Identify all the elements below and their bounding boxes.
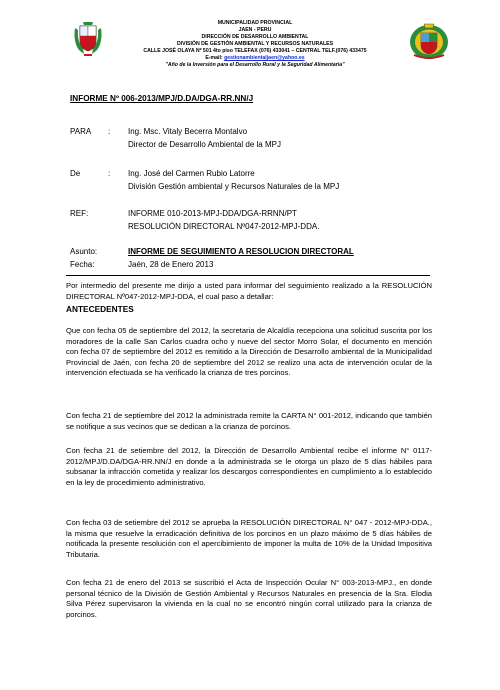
- org-address: CALLE JOSÉ OLAYA Nº 501 4to piso TELEFAX (076) 433041 – CENTRAL TELF.(076) 433475: [143, 48, 367, 54]
- de-field: [70, 168, 430, 192]
- de-colon: :: [108, 169, 111, 178]
- paragraph-5: Con fecha 21 de enero del 2013 se suscribió el Acta de Inspección Ocular N° 003-2013-MPJ., en donde personal técnico de la División de Gestión Ambiental y Recursos Naturales en presencia de la Sra. Elodia Silva Pérez supervisaron la vivienda en la cual no se encontró ningún corral utilizado para la crianza de porcinos.: [66, 578, 432, 619]
- para-recipient-name: Ing. Msc. Vitaly Becerra Montalvo: [128, 127, 248, 136]
- fecha-value: Jaén, 28 de Enero 2013: [128, 260, 214, 269]
- de-sender-title: División Gestión ambiental y Recursos Naturales de la MPJ: [128, 182, 340, 191]
- org-name: MUNICIPALIDAD PROVINCIAL: [217, 20, 293, 26]
- jaen-municipal-seal-icon: [408, 21, 450, 61]
- para-label: PARA: [70, 127, 92, 136]
- paragraph-4: Con fecha 03 de setiembre del 2012 se aprueba la RESOLUCIÓN DIRECTORAL N° 047 - 2012-MPJ-DDA., la misma que resuelve la erradicación definitiva de los porcinos en un plazo máximo de 5 días hábiles de notificada la presente resolución con el apercibimiento de imponer la multa de 10% de la Unidad Impositiva Tributaria.: [66, 518, 432, 559]
- para-colon: :: [108, 127, 111, 136]
- section-title-antecedentes: ANTECEDENTES: [66, 304, 134, 314]
- ref-field: [70, 208, 430, 232]
- peru-coat-of-arms-icon: [71, 20, 105, 58]
- para-field: [70, 126, 430, 150]
- fecha-label: Fecha:: [70, 260, 95, 269]
- ref-line-2: RESOLUCIÓN DIRECTORAL Nº047-2012-MPJ-DDA.: [128, 222, 320, 231]
- direction-name: DIRECCIÓN DE DESARROLLO AMBIENTAL: [201, 34, 309, 40]
- para-recipient-title: Director de Desarrollo Ambiental de la MPJ: [128, 140, 281, 149]
- paragraph-1: Que con fecha 05 de septiembre del 2012, la secretaria de Alcaldía recepciona una solicitud suscrita por los moradores de la calle San Carlos cuadra ocho y nueve del sector Morro Solar, el documento en mención con fecha 07 de septiembre del 2012 es remitido a la Dirección de Desarrollo ambiental de la Municipalidad Provincial de Jaén, con fecha 20 de septiembre del 2012 se realizo una acta de intervención ocular de la intervención efectuada se ha verificado la crianza de tres porcinos.: [66, 326, 432, 378]
- email-label: E-mail:: [205, 55, 223, 61]
- email-line: [110, 55, 400, 62]
- paragraph-3: Con fecha 21 de setiembre del 2012, la Dirección de Desarrollo Ambiental recibe el informe N° 0117-2012/MPJ/D.DA/DGA-RR.NN/J en donde a la administrada se le otorga un plazo de 5 días hábiles para subsanar la infracción cometida y realizar los descargos correspondientes en cumplimiento a lo establecido en la ley de procedimiento administrativo.: [66, 446, 432, 487]
- ref-line-1: INFORME 010-2013-MPJ-DDA/DGA-RRNN/PT: [128, 209, 297, 218]
- asunto-label: Asunto:: [70, 247, 98, 256]
- report-number: INFORME Nº 006-2013/MPJ/D.DA/DGA-RR.NN/J: [70, 94, 254, 103]
- divider-line: [66, 275, 430, 276]
- division-name: DIVISIÓN DE GESTIÓN AMBIENTAL Y RECURSOS NATURALES: [176, 41, 334, 47]
- asunto-field: [70, 246, 430, 258]
- de-sender-name: Ing. José del Carmen Rubio Latorre: [128, 169, 255, 178]
- ref-label: REF:: [70, 209, 89, 218]
- letterhead: [110, 20, 400, 69]
- year-motto: "Año de la Inversión para el Desarrollo Rural y la Seguridad Alimentaria": [165, 62, 345, 68]
- email-link[interactable]: gestionambientaljaen@yahoo.es: [224, 55, 305, 61]
- paragraph-2: Con fecha 21 de septiembre del 2012 la administrada remite la CARTA N° 001-2012, indicando que también se notifique a sus vecinos que se dedican a la crianza de porcinos.: [66, 411, 432, 431]
- de-label: De: [70, 169, 81, 178]
- asunto-value: INFORME DE SEGUIMIENTO A RESOLUCION DIRECTORAL: [128, 247, 354, 256]
- intro-paragraph: Por intermedio del presente me dirijo a usted para informar del seguimiento realizado a la RESOLUCIÓN DIRECTORAL Nº047-2012-MPJ-DDA, el cual paso a detallar:: [66, 281, 432, 301]
- org-city: JAEN - PERU: [238, 27, 272, 33]
- fecha-field: [70, 259, 430, 271]
